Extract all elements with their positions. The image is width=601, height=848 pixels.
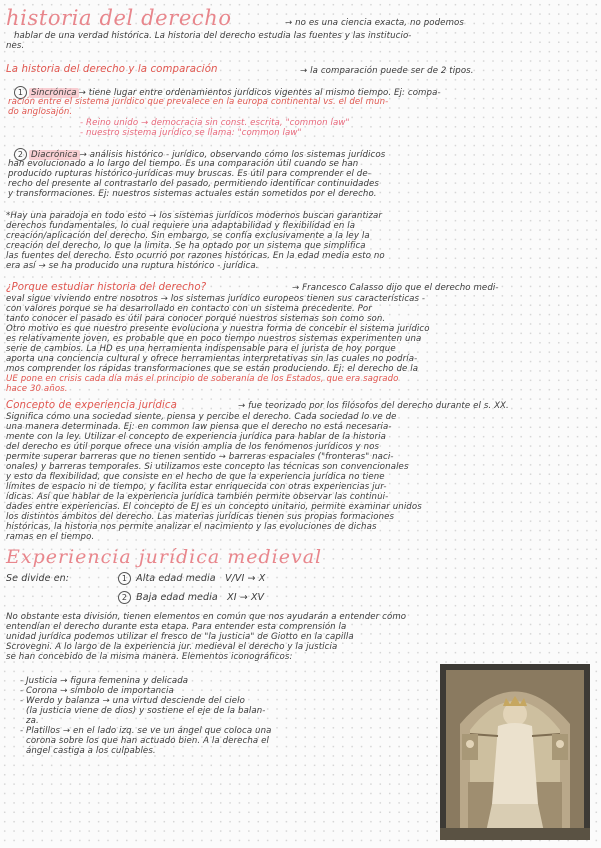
icon-line: ángel castiga a los culpables. [26,746,156,756]
icon-line: za. [26,716,39,726]
concepto-line: los distintos ámbitos del derecho. Las materias jurídicas tienen sus propias formaciones [6,512,395,522]
diacronica-line: producido rupturas histórico-jurídicas muy bruscas. Es útil para comprender el de- [8,169,371,179]
intro-line: → no es una ciencia exacta, no podemos [285,18,464,28]
section-heading-concepto: Concepto de experiencia jurídica [6,400,177,411]
icon-line: corona sobre los que han actuado bien. A la derecha el [26,736,269,746]
number-circle: 2 [14,148,27,161]
sincronica-line: - nuestro sistema jurídico se llama: "common law" [80,128,302,138]
icon-line: (la justicia viene de dios) y sostiene el eje de la balan- [26,706,266,716]
concepto-line: ramas en el tiempo. [6,532,95,542]
paradoja-line: las fuentes del derecho. Esto ocurrió por razones históricas. En la edad media esto no [6,251,385,261]
estudiar-line: mos comprender los rápidas transformaciones que se están produciendo. Ej: el derecho de la [6,364,419,374]
medieval-line: entendían el derecho durante esta etapa. Para entender esta comprensión la [6,622,347,632]
intro-line: nes. [6,41,25,51]
sincronica-highlight: Sincrónica [31,88,77,98]
period-name: Alta edad media [136,573,216,584]
concepto-line: del derecho es útil porque ofrece una visión amplia de los fenómenos jurídicos y nos [6,442,380,452]
icon-line: - Corona → símbolo de importancia [20,686,174,696]
paradoja-line: *Hay una paradoja en todo esto → los sistemas jurídicos modernos buscan garantizar [6,211,383,221]
icon-line: - Werdo y balanza → una virtud desciende del cielo [20,696,246,706]
diacronica-line: → análisis histórico - jurídico, observando cómo los sistemas jurídicos [79,150,386,160]
diacronica-line: han evolucionado a lo largo del tiempo. Es una comparación útil cuando se han [8,159,359,169]
diacronica-line: recho del presente al contrastarlo del pasado, permitiendo identificar continuidades [8,179,380,189]
period-range: XI → XV [227,592,265,603]
paradoja-line: creación del derecho, lo que la limita. Se ha optado por un sistema que simplifica [6,241,366,251]
number-circle: 1 [14,86,27,99]
sincronica-line: do anglosajón. [8,107,73,117]
concepto-line: Significa cómo una sociedad siente, piensa y percibe el derecho. Cada sociedad lo ve de [6,412,397,422]
period-name: Baja edad media [136,592,218,603]
paradoja-line: era así → se ha producido una ruptura histórico - jurídica. [6,261,259,271]
estudiar-line: con valores porque se ha desarrollado en contacto con un sistema precedente. Por [6,304,372,314]
giotto-justicia-image [440,664,590,840]
concepto-line: mente con la ley. Utilizar el concepto de experiencia jurídica para hablar de la historia [6,432,387,442]
medieval-line: unidad jurídica podemos utilizar el fresco de "la justicia" de Giotto en la capilla [6,632,354,642]
section-heading-comparacion: La historia del derecho y la comparación [6,64,218,75]
icon-line: - Platillos → en el lado izq. se ve un ángel que coloca una [20,726,272,736]
section-heading-tail: → la comparación puede ser de 2 tipos. [300,66,474,76]
paradoja-line: derechos fundamentales, lo cual requiere una adaptabilidad y flexibilidad en la [6,221,356,231]
section-heading-estudiar: ¿Porque estudiar historia del derecho? [6,282,207,293]
period-range: V/VI → X [225,573,266,584]
intro-line: hablar de una verdad histórica. La historia del derecho estudia las fuentes y las institucio- [14,31,412,41]
diacronica-highlight: Diacrónica [31,150,78,160]
estudiar-line: eval sigue viviendo entre nosotros → los sistemas jurídico europeos tienen sus características - [6,294,426,304]
concepto-line: permite superar barreras que no tienen sentido → barreras espaciales ("fronteras" naci- [6,452,394,462]
estudiar-line: tanto conocer el pasado es útil para conocer porqué nuestros sistemas son como son. [6,314,386,324]
sincronica-line: → tiene lugar entre ordenamientos jurídicos vigentes al mismo tiempo. Ej: compa- [78,88,441,98]
estudiar-line: serie de cambios. La HD es una herramienta indispensable para el jurista de hoy porque [6,344,396,354]
number-circle: 2 [118,591,131,604]
medieval-line: se han concebido de la misma manera. Elementos iconográficos: [6,652,293,662]
concepto-line: dades entre experiencias. El concepto de EJ es un concepto unitario, permite examinar unidos [6,502,422,512]
number-circle: 1 [118,572,131,585]
fresco-svg [440,664,590,840]
estudiar-line: aporta una conciencia cultural y ofrece herramientas interpretativas sin las cuales no podría- [6,354,418,364]
estudiar-line: es relativamente joven, es probable que en poco tiempo nuestros sistemas experimenten una [6,334,422,344]
estudiar-line: → Francesco Calasso dijo que el derecho medi- [292,283,499,293]
estudiar-line: Otro motivo es que nuestro presente evoluciona y nuestra forma de concebir el sistema jurídico [6,324,430,334]
period-alta [118,572,265,585]
medieval-title: Experiencia jurídica medieval [6,546,323,568]
concepto-line: → fue teorizado por los filósofos del derecho durante el s. XX. [238,401,509,411]
concepto-line: históricas, la historia nos permite analizar el nacimiento y las evoluciones de dichas [6,522,377,532]
sincronica-line: ración entre el sistema jurídico que prevalece en la europa continental vs. el del mun- [8,97,389,107]
concepto-line: una manera determinada. Ej: en common law piensa que el derecho no está necesaria- [6,422,392,432]
divide-label: Se divide en: [6,573,70,584]
icon-line: - Justicia → figura femenina y delicada [20,676,189,686]
concepto-line: onales) y barreras temporales. Si utilizamos este concepto las técnicas son convencionales [6,462,409,472]
concepto-line: ídicas. Así que hablar de la experiencia jurídica también permite observar las continui- [6,492,389,502]
medieval-line: No obstante esta división, tienen elementos en común que nos ayudarán a entender cómo [6,612,407,622]
medieval-line: Scrovegni. A lo largo de la experiencia jur. medieval el derecho y la justicia [6,642,338,652]
estudiar-line: hace 30 años. [6,384,68,394]
paradoja-line: creación/aplicación del derecho. Sin embargo, se confía exclusivamente a la ley la [6,231,370,241]
diacronica-line: y transformaciones. Ej: nuestros sistemas actuales están sometidos por el derecho. [8,189,377,199]
period-baja [118,591,264,604]
sincronica-line: - Reino unido → democracia sin const. escrita, "common law" [80,118,350,128]
estudiar-line: UE pone en crisis cada día más el principio de soberanía de los Estados, que era sagrado [6,374,399,384]
concepto-line: límites de espacio ni de tiempo, y facilita estar enriquecida con otras experiencias jur- [6,482,387,492]
concepto-line: y esto da flexibilidad, que consiste en el hecho de que la experiencia jurídica no tiene [6,472,385,482]
page-title: historia del derecho [6,6,232,30]
